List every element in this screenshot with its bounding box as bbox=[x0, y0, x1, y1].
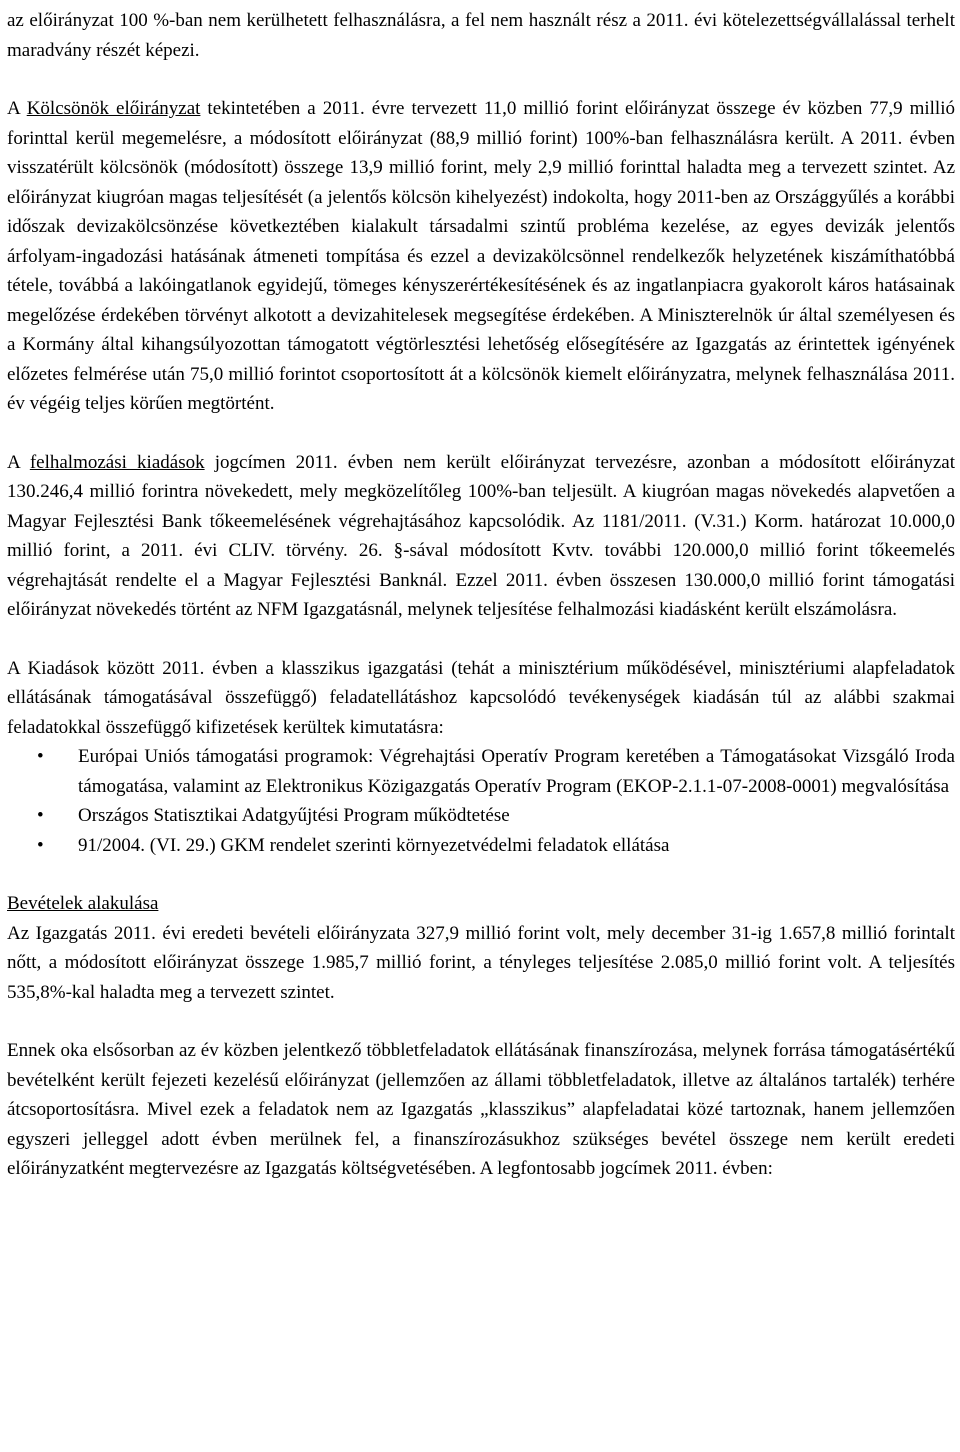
section-heading-bevetelek bbox=[7, 889, 955, 919]
list-item bbox=[7, 831, 955, 861]
section-heading-text: Bevételek alakulása bbox=[7, 893, 159, 914]
paragraph-lead: A bbox=[7, 98, 27, 119]
underlined-term-felhalmozasi: felhalmozási kiadások bbox=[29, 451, 205, 473]
paragraph-ennek-oka bbox=[7, 1036, 955, 1184]
list-item-text: Európai Uniós támogatási programok: Végrehajtási Operatív Program keretében a Támogatásokat Vizsgáló Iroda támogatása, valamint az Elektronikus Közigazgatás Operatív Program (EKOP-2.1.1-07-2008-0001) megvalósítása bbox=[78, 746, 955, 797]
list-item bbox=[7, 801, 955, 831]
list-item-text: Országos Statisztikai Adatgyűjtési Program működtetése bbox=[78, 805, 510, 826]
list-item bbox=[7, 742, 955, 801]
paragraph-text-sans: tekintetében a 2011. évre tervezett 11,0 millió forint előirányzat összege év közben 77,9 millió forinttal kerül megemelésre, a módosított előirányzat (88,9 millió forint) 100%-ban felhasználásra került. A 2011. évben visszatérült kölcsönök (módosított) összege 13,9 millió forint, mely 2,9 millió forinttal haladta meg a tervezett szintet. bbox=[7, 98, 955, 178]
document-page bbox=[7, 6, 955, 1184]
list-item-text: 91/2004. (VI. 29.) GKM rendelet szerinti környezetvédelmi feladatok ellátása bbox=[78, 834, 670, 856]
paragraph-text: Az Igazgatás 2011. évi eredeti bevételi előirányzata 327,9 millió forint volt, mely december 31-ig 1.657,8 millió forintalt nőtt, a módosított előirányzat összege 1.985,7 millió forint, a tényleges teljesítése 2.085,0 millió forint volt. A teljesítés 535,8%-kal haladta meg a tervezett szintet. bbox=[7, 922, 955, 1003]
paragraph-text: az előirányzat 100 %-ban nem kerülhetett felhasználásra, a fel nem használt rész a 2011. évi kötelezettségvállalással terhelt maradvány részét képezi. bbox=[7, 10, 955, 61]
paragraph-maradvany bbox=[7, 6, 955, 65]
paragraph-bevetelek bbox=[7, 919, 955, 1008]
bullet-list bbox=[7, 742, 955, 860]
paragraph-kolcsonok bbox=[7, 94, 955, 419]
underlined-term-kolcsonok: Kölcsönök előirányzat bbox=[26, 98, 201, 119]
bullet-icon: • bbox=[37, 805, 44, 826]
paragraph-felhalmozasi bbox=[7, 448, 955, 625]
bullet-icon: • bbox=[37, 746, 44, 767]
paragraph-text: A Kiadások között 2011. évben a klasszikus igazgatási (tehát a minisztérium működésével, minisztériumi alapfeladatok ellátásának támogatásával összefüggő) feladatellátáshoz kapcsolódó tevékenységek kiadásán túl az alábbi szakmai feladatokkal összefüggő kifizetések kerültek kimutatásra: bbox=[7, 657, 955, 738]
paragraph-text: jogcímen 2011. évben nem került előirányzat tervezésre, azonban a módosított előirányzat 130.246,4 millió forintra növekedett, mely megközelítőleg 100%-ban teljesült. A kiugróan magas növekedés alapvetően a Magyar Fejlesztési Bank tőkeemelésének végrehajtásához kapcsolódik. Az 1181/2011. (V.31.) Korm. határozat 10.000,0 millió forint, a 2011. évi CLIV. törvény. 26. §-sával módosított Kvtv. további 120.000,0 millió forint tőkeemelés végrehajtását rendelte el a Magyar Fejlesztési Banknál. Ezzel 2011. évben összesen 130.000,0 millió forint támogatási előirányzat növekedés történt az NFM Igazgatásnál, melynek teljesítése felhalmozási kiadásként került elszámolásra. bbox=[7, 451, 955, 620]
paragraph-text: Ennek oka elsősorban az év közben jelentkező többletfeladatok ellátásának finanszírozása, melynek forrása támogatásértékű bevételként került fejezeti kezelésű előirányzat (jellemzően az állami többletfeladatok, illetve az általános tartalék) terhére átcsoportosításra. Mivel ezek a feladatok nem az Igazgatás „klasszikus” alapfeladatai közé tartoznak, hanem jellemzően egyszeri jelleggel adott évben merülnek fel, a finanszírozásukhoz szükséges bevétel összege nem került eredeti előirányzatként megtervezésre az Igazgatás költségvetésében. A legfontosabb jogcímek 2011. évben: bbox=[7, 1040, 955, 1179]
paragraph-text: Az előirányzat kiugróan magas teljesítését (a jelentős kölcsön kihelyezést) indokolta, hogy 2011-ben az Országgyűlés a korábbi időszak devizakölcsönzése következtében kialakult társadalmi szintű probléma kezelése, az egyes devizák jelentős árfolyam-ingadozási hatásának átmeneti tompítása és ezzel a devizakölcsönnel rendelkezők helyzetének kiszámíthatóbbá tétele, továbbá a lakóingatlanok egyidejű, tömeges kényszerértékesítésének és az ingatlanpiacra gyakorolt káros hatásainak megelőzése érdekében törvényt alkotott a devizahitelesek megsegítése érdekében. A Miniszterelnök úr által személyesen és a Kormány által kihangsúlyozottan támogatott végtörlesztési lehetőség elősegítésére az Igazgatás az érintettek igényének előzetes felmérése után 75,0 millió forintot csoportosított át a kölcsönök kiemelt előirányzatra, melynek felhasználása 2011. év végéig teljes körűen megtörtént. bbox=[7, 157, 955, 414]
paragraph-lead: A bbox=[7, 451, 30, 473]
bullet-icon: • bbox=[37, 834, 44, 856]
paragraph-kiadasok bbox=[7, 654, 955, 743]
